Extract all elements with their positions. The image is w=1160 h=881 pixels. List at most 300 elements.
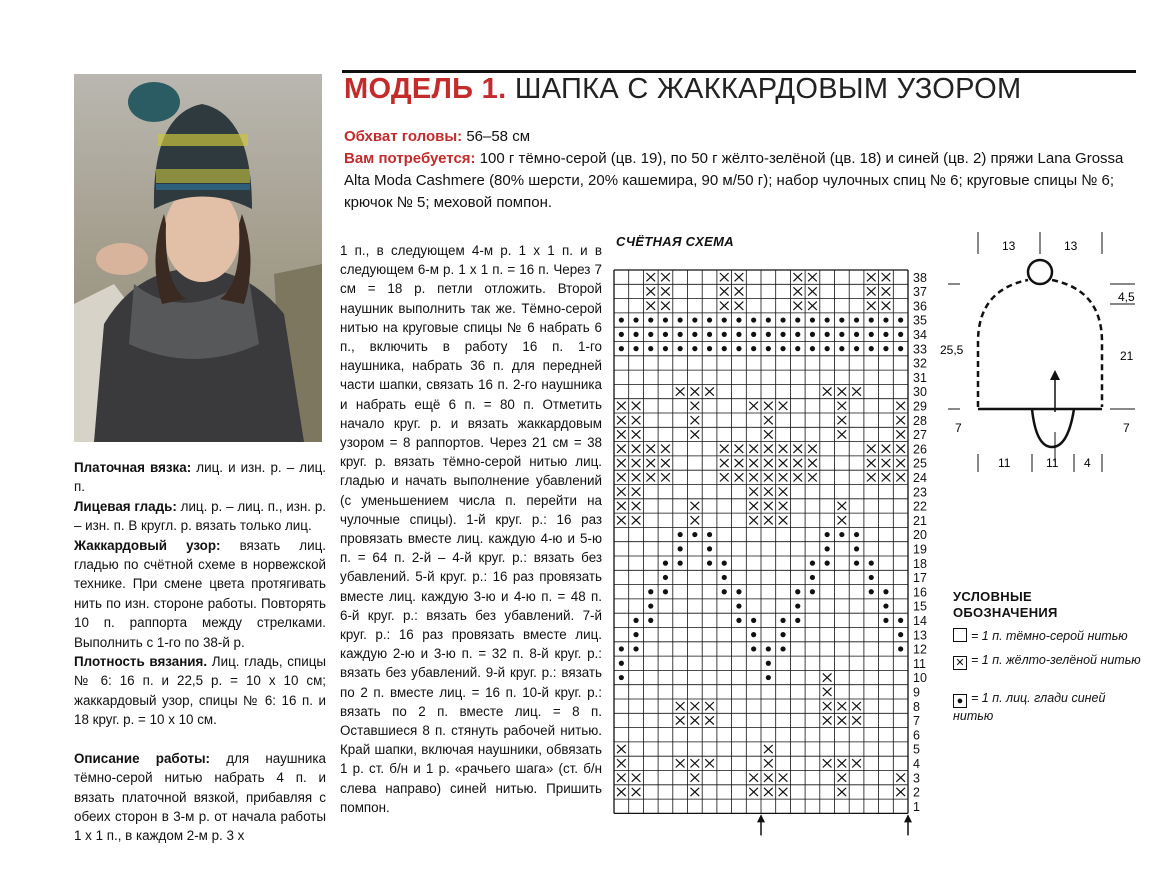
chart-cross-mark: [617, 416, 626, 424]
chart-cross-mark: [632, 788, 641, 796]
dim-top-right: 13: [1064, 239, 1078, 253]
chart-cross-mark: [735, 445, 744, 453]
blank-cell-icon: [953, 628, 967, 642]
chart-cross-mark: [779, 445, 788, 453]
chart-dot-mark: [854, 561, 859, 566]
chart-cross-mark: [676, 716, 685, 724]
chart-cross-mark: [691, 774, 700, 782]
stockinette-label: Лицевая гладь:: [74, 498, 177, 514]
chart-cross-mark: [823, 702, 832, 710]
chart-dot-mark: [780, 317, 785, 322]
chart-dot-mark: [780, 632, 785, 637]
chart-cross-mark: [749, 459, 758, 467]
intro-block: [344, 126, 1144, 214]
chart-row-label: 15: [913, 599, 927, 614]
chart-cross-mark: [749, 788, 758, 796]
chart-dot-mark: [707, 561, 712, 566]
legend-x: [953, 652, 1148, 670]
chart-dot-mark: [633, 646, 638, 651]
chart-dot-mark: [825, 332, 830, 337]
chart-dot-mark: [663, 346, 668, 351]
jacquard-paragraph: [74, 536, 326, 652]
chart-dot-mark: [751, 317, 756, 322]
chart-dot-mark: [648, 589, 653, 594]
chart-dot-mark: [751, 618, 756, 623]
chart-dot-mark: [795, 603, 800, 608]
chart-cross-mark: [661, 445, 670, 453]
chart-cross-mark: [720, 273, 729, 281]
chart-cross-mark: [632, 774, 641, 782]
chart-dot-mark: [736, 317, 741, 322]
chart-cross-mark: [838, 502, 847, 510]
chart-cross-mark: [735, 287, 744, 295]
gauge-label: Плотность вязания.: [74, 654, 208, 670]
chart-dot-mark: [825, 317, 830, 322]
chart-cross-mark: [882, 287, 891, 295]
size-value: 56–58 см: [466, 128, 531, 145]
chart-dot-mark: [736, 603, 741, 608]
chart-row-label: 32: [913, 356, 927, 371]
chart-cross-mark: [764, 516, 773, 524]
chart-dot-mark: [707, 332, 712, 337]
legend-blank: [953, 628, 1153, 644]
chart-row-label: 8: [913, 699, 920, 714]
chart-cross-mark: [705, 387, 714, 395]
chart-dot-mark: [883, 589, 888, 594]
chart-dot-mark: [869, 561, 874, 566]
chart-dot-mark: [707, 317, 712, 322]
chart-cross-mark: [632, 488, 641, 496]
chart-row-label: 7: [913, 714, 920, 729]
chart-dot-mark: [898, 346, 903, 351]
dim-bottom-mid: 11: [1046, 456, 1059, 470]
chart-row-label: 23: [913, 485, 927, 500]
dim-height-left: 25,5: [940, 343, 964, 357]
chart-row-label: 38: [913, 270, 927, 285]
chart-cross-mark: [705, 716, 714, 724]
chart-cross-mark: [749, 516, 758, 524]
dot-cell-icon: ●: [953, 694, 967, 708]
legend-dot: [953, 690, 1148, 724]
chart-row-label: 18: [913, 556, 927, 571]
chart-cross-mark: [896, 774, 905, 782]
chart-cross-mark: [691, 502, 700, 510]
chart-cross-mark: [808, 445, 817, 453]
chart-cross-mark: [720, 302, 729, 310]
chart-cross-mark: [779, 488, 788, 496]
chart-cross-mark: [852, 702, 861, 710]
jacquard-text: вязать лиц. гладью по счётной схеме в норвежской технике. При смене цвета протягивать нить по изн. стороне работы. Повторять 10 п. раппорта между стрелками. Выполнить с 1-го по 38-й р.: [74, 537, 326, 650]
chart-row-label: 16: [913, 585, 927, 600]
chart-row-label: 37: [913, 285, 927, 300]
chart-dot-mark: [678, 332, 683, 337]
chart-cross-mark: [896, 430, 905, 438]
chart-dot-mark: [883, 317, 888, 322]
chart-dot-mark: [839, 332, 844, 337]
chart-dot-mark: [648, 346, 653, 351]
chart-dot-mark: [692, 346, 697, 351]
chart-dot-mark: [619, 346, 624, 351]
chart-cross-mark: [617, 445, 626, 453]
chart-cross-mark: [676, 759, 685, 767]
knitting-chart: [608, 268, 938, 858]
chart-cross-mark: [661, 473, 670, 481]
chart-dot-mark: [810, 589, 815, 594]
chart-row-label: 35: [913, 313, 927, 328]
chart-cross-mark: [896, 402, 905, 410]
chart-dot-mark: [883, 618, 888, 623]
chart-row-label: 9: [913, 685, 920, 700]
chart-row-label: 20: [913, 528, 927, 543]
chart-cross-mark: [882, 273, 891, 281]
chart-cross-mark: [676, 702, 685, 710]
chart-dot-mark: [633, 618, 638, 623]
chart-row-label: 19: [913, 542, 927, 557]
chart-cross-mark: [617, 759, 626, 767]
chart-cross-mark: [896, 459, 905, 467]
chart-dot-mark: [722, 332, 727, 337]
chart-dot-mark: [825, 546, 830, 551]
chart-dot-mark: [898, 317, 903, 322]
chart-cross-mark: [764, 759, 773, 767]
stockinette-paragraph: [74, 497, 326, 536]
chart-cross-mark: [735, 273, 744, 281]
chart-cross-mark: [632, 430, 641, 438]
chart-cross-mark: [735, 302, 744, 310]
chart-dot-mark: [722, 575, 727, 580]
chart-row-label: 4: [913, 757, 920, 771]
chart-cross-mark: [646, 473, 655, 481]
dim-bottom-left: 11: [998, 456, 1011, 470]
chart-dot-mark: [663, 561, 668, 566]
chart-cross-mark: [749, 502, 758, 510]
chart-dot-mark: [619, 332, 624, 337]
chart-cross-mark: [720, 459, 729, 467]
size-line: [344, 126, 1144, 148]
chart-dot-mark: [898, 646, 903, 651]
chart-row-label: 17: [913, 571, 927, 586]
chart-cross-mark: [779, 502, 788, 510]
chart-cross-mark: [617, 459, 626, 467]
chart-dot-mark: [619, 646, 624, 651]
chart-row-label: 12: [913, 642, 927, 657]
chart-cross-mark: [808, 273, 817, 281]
chart-cross-mark: [896, 445, 905, 453]
chart-cross-mark: [691, 402, 700, 410]
chart-dot-mark: [633, 332, 638, 337]
chart-cross-mark: [661, 273, 670, 281]
legend-title-line1: УСЛОВНЫЕ: [953, 589, 1032, 604]
chart-dot-mark: [839, 346, 844, 351]
chart-dot-mark: [633, 317, 638, 322]
chart-cross-mark: [617, 430, 626, 438]
chart-cross-mark: [867, 287, 876, 295]
jacquard-label: Жаккардовый узор:: [74, 537, 221, 553]
chart-dot-mark: [898, 618, 903, 623]
chart-cross-mark: [823, 673, 832, 681]
chart-dot-mark: [780, 332, 785, 337]
chart-cross-mark: [617, 788, 626, 796]
chart-dot-mark: [810, 346, 815, 351]
chart-cross-mark: [852, 759, 861, 767]
chart-row-label: 29: [913, 399, 927, 414]
chart-cross-mark: [808, 287, 817, 295]
chart-cross-mark: [720, 445, 729, 453]
chart-row-label: 21: [913, 513, 927, 528]
chart-dot-mark: [678, 546, 683, 551]
chart-cross-mark: [838, 516, 847, 524]
middle-text: 1 п., в следующем 4-м р. 1 x 1 п. и в следующем 6-м р. 1 x 1 п. = 16 п. Через 7 см = 18 р. петли отложить. Второй наушник выполнить так же. Тёмно-серой нитью на круговые спицы № 6 набрать 6 п., включить в работу 16 п. 1-го наушника, набрать 36 п. для передней части шапки, связать 16 п. 2-го наушника и набрать ещё 6 п. = 80 п. Отметить начало круг. р. и вязать жаккардовым узором = 8 раппортов. Через 21 см = 38 круг. р. вязать тёмно-серой нитью лиц. гладью и начать выполнение убавлений (с уменьшением числа п. перейти на чулочные спицы). 1-й круг. р.: 16 раз провязать вместе лиц. каждую 4-ю и 5-ю п. = 64 п. 2-й – 4-й круг. р.: вязать без убавлений. 5-й круг. р.: 16 раз провязать вместе лиц. каждую 3-ю и 4-ю п. = 48 п. 6-й круг. р.: вязать без убавлений. 7-й круг. р.: 16 раз провязать вместе лиц. каждую 2-ю и 3-ю п. = 32 п. 8-й круг. р.: вязать без убавлений. 9-й круг. р.: вязать по 2 п. вместе лиц. = 16 п. 10-й круг. р.: вязать по 2 п. вместе лиц. = 8 п. Оставшиеся 8 п. стянуть рабочей нитью. Край шапки, включая наушники, обвязать 1 р. ст. б/н и 1 р. «рачьего шага» (ст. б/н слева направо) синей нитью. Пришить помпон.: [340, 243, 602, 815]
chart-cross-mark: [632, 502, 641, 510]
chart-dot-mark: [869, 589, 874, 594]
chart-cross-mark: [793, 302, 802, 310]
chart-cross-mark: [882, 473, 891, 481]
chart-cross-mark: [793, 445, 802, 453]
chart-cross-mark: [749, 402, 758, 410]
chart-row-label: 5: [913, 742, 920, 757]
chart-dot-mark: [692, 332, 697, 337]
chart-dot-mark: [766, 346, 771, 351]
chart-cross-mark: [646, 302, 655, 310]
chart-cross-mark: [867, 273, 876, 281]
chart-dot-mark: [780, 346, 785, 351]
chart-dot-mark: [663, 317, 668, 322]
chart-cross-mark: [705, 759, 714, 767]
repeat-arrow-icon: [904, 814, 912, 822]
chart-dot-mark: [722, 317, 727, 322]
chart-cross-mark: [617, 473, 626, 481]
chart-cross-mark: [882, 445, 891, 453]
chart-dot-mark: [648, 618, 653, 623]
chart-dot-mark: [825, 346, 830, 351]
chart-row-label: 34: [913, 328, 927, 342]
chart-dot-mark: [648, 317, 653, 322]
chart-cross-mark: [691, 702, 700, 710]
chart-cross-mark: [793, 273, 802, 281]
chart-cross-mark: [632, 445, 641, 453]
chart-cross-mark: [617, 502, 626, 510]
chart-cross-mark: [749, 445, 758, 453]
chart-cross-mark: [779, 516, 788, 524]
chart-cross-mark: [896, 788, 905, 796]
model-name: ШАПКА С ЖАККАРДОВЫМ УЗОРОМ: [514, 73, 1022, 105]
materials-line: [344, 148, 1144, 214]
chart-dot-mark: [810, 575, 815, 580]
chart-dot-mark: [854, 546, 859, 551]
chart-dot-mark: [795, 317, 800, 322]
chart-row-label: 36: [913, 299, 927, 314]
chart-dot-mark: [780, 618, 785, 623]
chart-dot-mark: [751, 346, 756, 351]
chart-row-label: 31: [913, 370, 927, 385]
chart-cross-mark: [867, 459, 876, 467]
chart-row-label: 10: [913, 671, 927, 686]
chart-cross-mark: [646, 287, 655, 295]
chart-dot-mark: [751, 646, 756, 651]
chart-dot-mark: [736, 332, 741, 337]
chart-cross-mark: [661, 459, 670, 467]
work-text: для наушника тёмно-серой нитью набрать 4 п. и вязать платочной вязкой, прибавляя с обеих сторон в 3-м р. от начала работы 1 x 1 п., в каждом 2-м р. 3 x: [74, 750, 326, 844]
chart-dot-mark: [633, 346, 638, 351]
chart-cross-mark: [838, 402, 847, 410]
chart-cross-mark: [720, 287, 729, 295]
chart-dot-mark: [839, 532, 844, 537]
chart-cross-mark: [867, 302, 876, 310]
chart-dot-mark: [648, 332, 653, 337]
chart-cross-mark: [764, 502, 773, 510]
gauge-text: Лиц. гладь, спицы № 6: 16 п. и 22,5 р. = 10 x 10 см; жаккардовый узор, спицы № 6: 16 п. и 18 круг. р. = 10 x 10 см.: [74, 654, 326, 728]
chart-cross-mark: [691, 788, 700, 796]
chart-cross-mark: [617, 745, 626, 753]
chart-cross-mark: [779, 788, 788, 796]
chart-cross-mark: [779, 459, 788, 467]
chart-dot-mark: [663, 332, 668, 337]
legend-title: [953, 589, 1058, 621]
chart-cross-mark: [838, 774, 847, 782]
chart-dot-mark: [736, 346, 741, 351]
chart-dot-mark: [678, 317, 683, 322]
chart-cross-mark: [793, 459, 802, 467]
chart-cross-mark: [838, 416, 847, 424]
chart-cross-mark: [764, 445, 773, 453]
dim-crown: 4,5: [1118, 290, 1135, 304]
chart-cross-mark: [838, 387, 847, 395]
chart-cross-mark: [779, 774, 788, 782]
chart-dot-mark: [751, 632, 756, 637]
page-title: [344, 73, 1021, 106]
chart-row-label: 24: [913, 471, 927, 485]
chart-cross-mark: [882, 459, 891, 467]
chart-dot-mark: [780, 646, 785, 651]
chart-cross-mark: [632, 459, 641, 467]
chart-dot-mark: [663, 575, 668, 580]
chart-cross-mark: [882, 302, 891, 310]
chart-dot-mark: [766, 661, 771, 666]
chart-cross-mark: [838, 702, 847, 710]
garter-text: лиц. и изн. р. – лиц. п.: [74, 460, 326, 495]
chart-cross-mark: [823, 688, 832, 696]
legend-title-line2: ОБОЗНАЧЕНИЯ: [953, 605, 1058, 620]
chart-dot-mark: [736, 589, 741, 594]
chart-dot-mark: [883, 603, 888, 608]
chart-cross-mark: [661, 287, 670, 295]
chart-row-label: 25: [913, 456, 927, 471]
chart-cross-mark: [896, 416, 905, 424]
chart-cross-mark: [793, 473, 802, 481]
chart-dot-mark: [722, 589, 727, 594]
materials-text: 100 г тёмно-серой (цв. 19), по 50 г жёлто-зелёной (цв. 18) и синей (цв. 2) пряжи Lana Grossa Alta Moda Cashmere (80% шерсти, 20% кашемира, 90 м/50 г); набор чулочных спиц № 6; круговые спицы № 6; крючок № 5; меховой помпон.: [344, 150, 1124, 211]
chart-dot-mark: [678, 346, 683, 351]
chart-cross-mark: [779, 402, 788, 410]
chart-dot-mark: [898, 632, 903, 637]
chart-cross-mark: [632, 516, 641, 524]
chart-cross-mark: [779, 473, 788, 481]
chart-cross-mark: [764, 788, 773, 796]
repeat-arrow-icon: [757, 814, 765, 822]
dim-bottom-right: 4: [1084, 456, 1091, 470]
chart-cross-mark: [691, 387, 700, 395]
model-photo: [74, 74, 322, 442]
chart-cross-mark: [691, 516, 700, 524]
chart-cross-mark: [823, 387, 832, 395]
chart-dot-mark: [766, 317, 771, 322]
work-label: Описание работы:: [74, 750, 211, 766]
chart-cross-mark: [896, 473, 905, 481]
hat-schematic: [940, 232, 1150, 477]
garter-label: Платочная вязка:: [74, 460, 192, 475]
chart-dot-mark: [854, 317, 859, 322]
chart-cross-mark: [808, 473, 817, 481]
left-column: [74, 458, 326, 846]
chart-dot-mark: [825, 532, 830, 537]
chart-cross-mark: [867, 473, 876, 481]
chart-dot-mark: [810, 332, 815, 337]
chart-cross-mark: [764, 488, 773, 496]
chart-dot-mark: [795, 589, 800, 594]
chart-dot-mark: [707, 532, 712, 537]
chart-cross-mark: [691, 716, 700, 724]
chart-dot-mark: [810, 561, 815, 566]
chart-cross-mark: [617, 774, 626, 782]
chart-dot-mark: [795, 332, 800, 337]
chart-cross-mark: [661, 302, 670, 310]
chart-cross-mark: [617, 488, 626, 496]
work-paragraph: [74, 749, 326, 846]
model-number: МОДЕЛЬ 1.: [344, 73, 507, 105]
chart-cross-mark: [691, 759, 700, 767]
chart-cross-mark: [823, 716, 832, 724]
chart-cross-mark: [749, 774, 758, 782]
chart-cross-mark: [646, 459, 655, 467]
chart-dot-mark: [810, 317, 815, 322]
dim-flap-left: 7: [955, 421, 962, 435]
chart-cross-mark: [852, 387, 861, 395]
chart-cross-mark: [691, 430, 700, 438]
size-label: Обхват головы:: [344, 128, 463, 145]
chart-cross-mark: [867, 445, 876, 453]
dim-flap-right: 7: [1123, 421, 1130, 435]
chart-cross-mark: [838, 759, 847, 767]
chart-dot-mark: [678, 561, 683, 566]
chart-cross-mark: [764, 430, 773, 438]
chart-dot-mark: [648, 603, 653, 608]
legend-blank-text: = 1 п. тёмно-серой нитью: [971, 629, 1128, 643]
chart-dot-mark: [869, 346, 874, 351]
chart-dot-mark: [795, 346, 800, 351]
chart-cross-mark: [705, 702, 714, 710]
chart-cross-mark: [646, 445, 655, 453]
chart-cross-mark: [632, 402, 641, 410]
chart-dot-mark: [869, 575, 874, 580]
chart-cross-mark: [735, 459, 744, 467]
legend-dot-text: = 1 п. лиц. глади синей нитью: [953, 691, 1106, 723]
legend-x-text: = 1 п. жёлто-зелёной нитью: [971, 653, 1141, 667]
chart-cross-mark: [749, 488, 758, 496]
chart-dot-mark: [839, 317, 844, 322]
chart-row-label: 11: [913, 656, 926, 671]
chart-cross-mark: [764, 473, 773, 481]
chart-row-label: 33: [913, 342, 927, 357]
chart-cross-mark: [838, 788, 847, 796]
chart-dot-mark: [707, 546, 712, 551]
chart-row-label: 30: [913, 385, 927, 400]
chart-row-label: 13: [913, 628, 927, 643]
middle-column: [340, 241, 602, 817]
chart-title: СЧЁТНАЯ СХЕМА: [616, 234, 734, 249]
materials-label: Вам потребуется:: [344, 150, 476, 167]
chart-dot-mark: [751, 332, 756, 337]
chart-dot-mark: [722, 346, 727, 351]
